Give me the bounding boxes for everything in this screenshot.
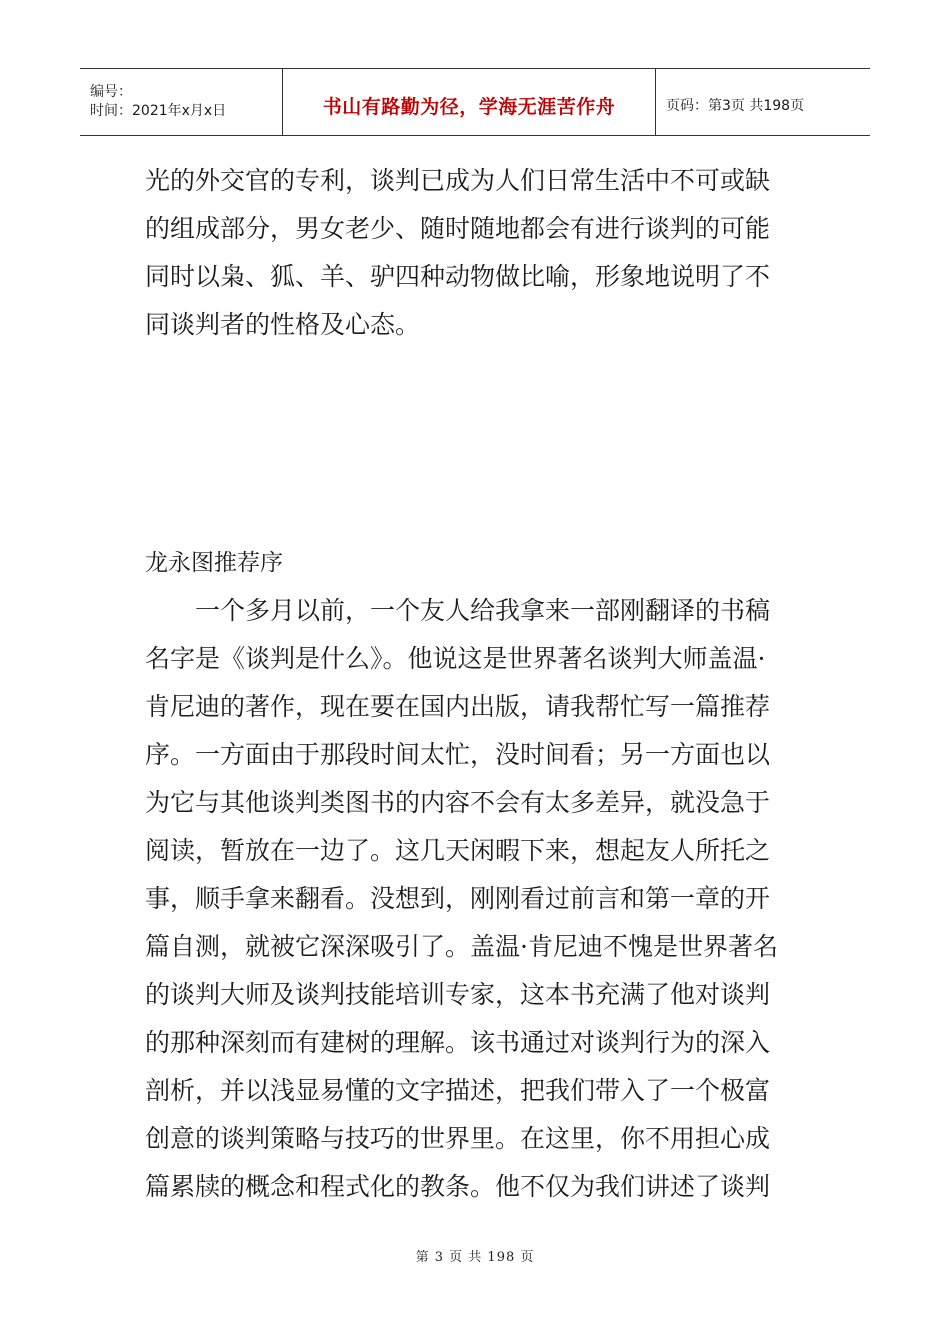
- text-line: 事，顺手拿来翻看。没想到，刚刚看过前言和第一章的开: [145, 884, 771, 913]
- header-meta: [80, 69, 283, 135]
- header-page-code: 页码：第3页 共198页: [666, 98, 805, 114]
- header-motto-cell: [283, 69, 656, 135]
- text-line: 为它与其他谈判类图书的内容不会有太多差异，就没急于: [145, 788, 771, 817]
- text-line: 肯尼迪的著作，现在要在国内出版，请我帮忙写一篇推荐: [145, 692, 771, 721]
- document-header: [80, 68, 870, 136]
- paragraph-preface: [145, 587, 807, 1211]
- header-page-code-cell: [656, 69, 870, 135]
- header-motto: 书山有路勤为径，学海无涯苦作舟: [322, 95, 616, 118]
- text-line: 序。一方面由于那段时间太忙，没时间看；另一方面也以: [145, 740, 771, 769]
- text-line: 的组成部分，男女老少、随时随地都会有进行谈判的可能: [145, 214, 771, 243]
- section-title: 龙永图推荐序: [145, 550, 283, 576]
- text-line: 同时以枭、狐、羊、驴四种动物做比喻，形象地说明了不: [145, 262, 771, 291]
- document-body: [145, 157, 807, 1211]
- text-line: 创意的谈判策略与技巧的世界里。在这里，你不用担心成: [145, 1124, 771, 1153]
- text-line: 篇累牍的概念和程式化的教条。他不仅为我们讲述了谈判: [145, 1172, 771, 1201]
- section-gap: [145, 349, 807, 539]
- text-line: 光的外交官的专利，谈判已成为人们日常生活中不可或缺: [145, 166, 771, 195]
- text-line: 一个多月以前，一个友人给我拿来一部刚翻译的书稿: [195, 596, 771, 625]
- text-line: 的谈判大师及谈判技能培训专家，这本书充满了他对谈判: [145, 980, 771, 1009]
- text-line: 的那种深刻而有建树的理解。该书通过对谈判行为的深入: [145, 1028, 771, 1057]
- text-line: 名字是《谈判是什么》。他说这是世界著名谈判大师盖温·: [145, 644, 766, 673]
- paragraph-continued: [145, 157, 807, 349]
- number-label: 编号：: [90, 84, 132, 100]
- time-label: 时间：2021年x月x日: [90, 103, 227, 119]
- text-line: 篇自测，就被它深深吸引了。盖温·肯尼迪不愧是世界著名: [145, 932, 778, 961]
- text-line: 剖析，并以浅显易懂的文字描述，把我们带入了一个极富: [145, 1076, 771, 1105]
- text-line: 阅读，暂放在一边了。这几天闲暇下来，想起友人所托之: [145, 836, 771, 865]
- text-line: 同谈判者的性格及心态。: [145, 310, 421, 339]
- page-footer: 第 3 页 共 198 页: [415, 1250, 535, 1265]
